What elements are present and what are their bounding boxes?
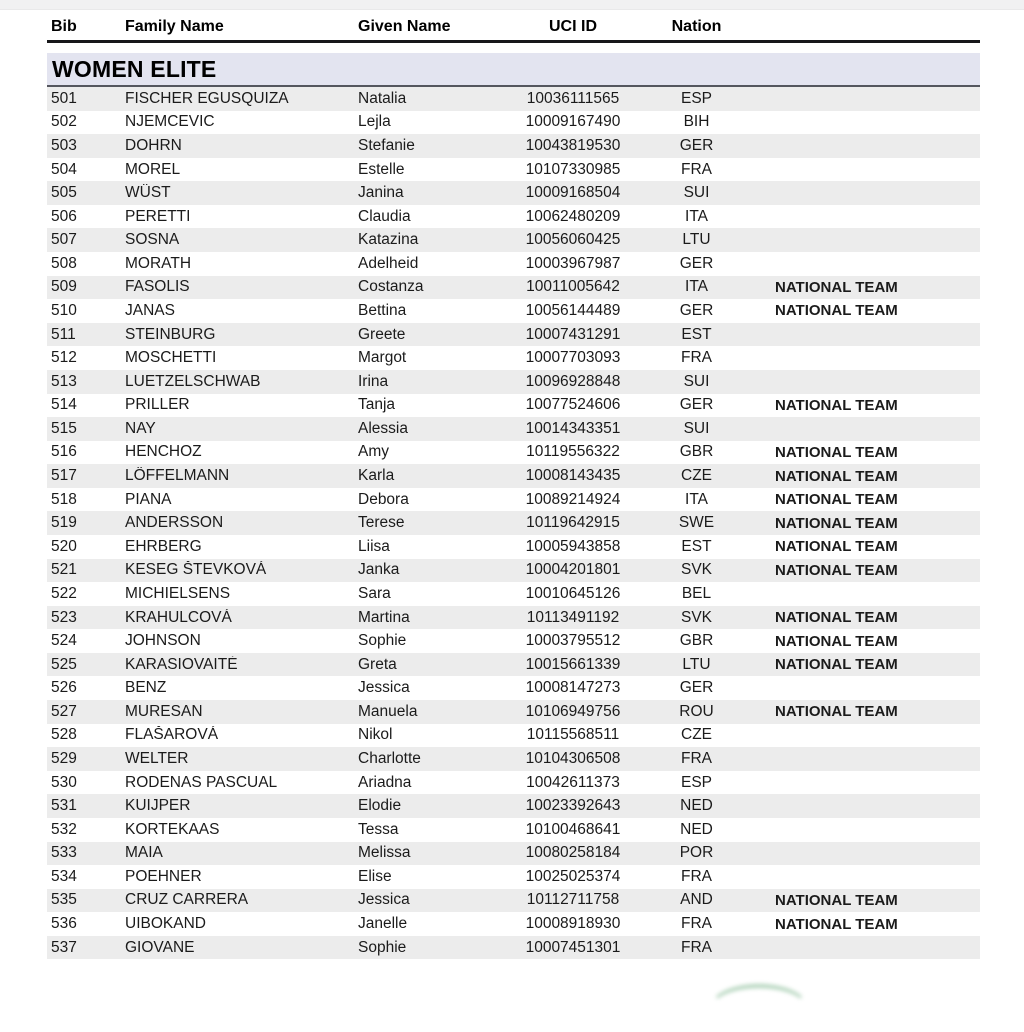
bib-cell: 514 bbox=[51, 396, 77, 414]
bib-cell: 532 bbox=[51, 820, 77, 838]
given-name-cell: Katazina bbox=[358, 231, 419, 249]
partial-logo-arc-icon bbox=[710, 984, 808, 1032]
family-name-cell: POEHNER bbox=[125, 867, 202, 885]
bib-cell: 518 bbox=[51, 490, 77, 508]
table-row bbox=[47, 606, 980, 630]
given-name-cell: Tanja bbox=[358, 396, 396, 414]
given-name-cell: Karla bbox=[358, 467, 395, 485]
nation-cell: BIH bbox=[683, 113, 710, 131]
given-name-cell: Janina bbox=[358, 184, 404, 202]
family-name-cell: LUETZELSCHWAB bbox=[125, 372, 261, 390]
table-row bbox=[47, 346, 980, 370]
national-team-cell: NATIONAL TEAM bbox=[775, 609, 898, 626]
given-name-cell: Jessica bbox=[358, 891, 410, 909]
nation-cell: SVK bbox=[680, 561, 712, 579]
family-name-cell: MOSCHETTI bbox=[125, 349, 217, 367]
bib-cell: 506 bbox=[51, 207, 77, 225]
national-team-cell: NATIONAL TEAM bbox=[775, 514, 898, 532]
uci-id-cell: 10003795512 bbox=[525, 632, 621, 650]
uci-id-cell: 10011005642 bbox=[526, 278, 620, 296]
table-row bbox=[47, 205, 980, 229]
family-name-cell: MICHIELSENS bbox=[125, 584, 231, 602]
given-name-cell: Debora bbox=[358, 490, 409, 508]
table-row bbox=[47, 865, 980, 889]
family-name-cell: DOHRN bbox=[125, 136, 182, 154]
bib-cell: 530 bbox=[51, 773, 77, 791]
nation-cell: FRA bbox=[681, 867, 712, 885]
family-name-cell: WELTER bbox=[125, 749, 189, 767]
uci-id-cell: 10008143435 bbox=[525, 467, 621, 485]
table-row bbox=[47, 252, 980, 276]
uci-id-cell: 10009167490 bbox=[525, 113, 621, 131]
nation-cell: ITA bbox=[685, 278, 708, 296]
table-row bbox=[47, 488, 980, 512]
nation-cell: BEL bbox=[681, 584, 712, 602]
uci-id-cell: 10077524606 bbox=[525, 396, 621, 414]
nation-cell: ESP bbox=[680, 773, 712, 791]
family-name-cell: KRAHULCOVÁ bbox=[125, 608, 232, 626]
family-name-cell: ANDERSSON bbox=[125, 514, 224, 532]
given-name-cell: Bettina bbox=[358, 301, 407, 319]
national-team-cell: NATIONAL TEAM bbox=[775, 467, 898, 485]
national-team-cell: NATIONAL TEAM bbox=[775, 396, 898, 414]
nation-cell: GER bbox=[679, 396, 714, 414]
bib-cell: 527 bbox=[51, 702, 77, 720]
table-row bbox=[47, 559, 980, 583]
bib-cell: 513 bbox=[51, 372, 77, 390]
national-team-cell: NATIONAL TEAM bbox=[775, 278, 898, 296]
family-name-cell: JOHNSON bbox=[125, 632, 201, 650]
nation-cell: CZE bbox=[681, 467, 712, 485]
nation-cell: AND bbox=[680, 891, 713, 909]
nation-cell: SVK bbox=[680, 608, 712, 626]
bib-cell: 525 bbox=[51, 655, 77, 673]
uci-id-cell: 10104306508 bbox=[525, 749, 621, 767]
family-name-cell: UIBOKAND bbox=[125, 915, 206, 933]
given-name-cell: Janka bbox=[358, 561, 400, 579]
table-row bbox=[47, 299, 980, 323]
family-name-cell: EHRBERG bbox=[125, 537, 202, 555]
table-row bbox=[47, 747, 980, 771]
given-name-cell: Sara bbox=[358, 584, 391, 602]
family-name-cell: SOSNA bbox=[125, 231, 180, 249]
table-row bbox=[47, 842, 980, 866]
bib-cell: 526 bbox=[51, 679, 77, 697]
family-name-cell: RODENAS PASCUAL bbox=[125, 773, 278, 791]
section-header-women-elite bbox=[47, 53, 980, 87]
nation-cell: GER bbox=[679, 136, 714, 154]
table-row bbox=[47, 111, 980, 135]
uci-id-cell: 10015661339 bbox=[525, 655, 621, 673]
uci-id-cell: 10005943858 bbox=[525, 537, 621, 555]
nation-cell: SWE bbox=[678, 514, 715, 532]
bib-cell: 529 bbox=[51, 749, 77, 767]
bib-cell: 507 bbox=[51, 231, 77, 249]
bib-cell: 509 bbox=[51, 278, 77, 296]
bib-cell: 520 bbox=[51, 537, 77, 555]
uci-id-cell: 10062480209 bbox=[525, 207, 621, 225]
given-name-cell: Lejla bbox=[358, 113, 391, 131]
bib-cell: 511 bbox=[51, 325, 76, 343]
bib-cell: 528 bbox=[51, 726, 77, 744]
start-list-table bbox=[47, 14, 980, 959]
bib-cell: 504 bbox=[51, 160, 77, 178]
family-name-cell: CRUZ CARRERA bbox=[125, 891, 249, 909]
bib-cell: 536 bbox=[51, 915, 77, 933]
bib-cell: 508 bbox=[51, 254, 77, 272]
table-row bbox=[47, 535, 980, 559]
table-row bbox=[47, 889, 980, 913]
uci-id-cell: 10042611373 bbox=[526, 773, 620, 791]
table-row bbox=[47, 511, 980, 535]
uci-id-cell: 10056060425 bbox=[525, 231, 621, 249]
nation-cell: SUI bbox=[683, 184, 710, 202]
nation-cell: GER bbox=[679, 254, 714, 272]
given-name-cell: Elodie bbox=[358, 797, 402, 815]
given-name-cell: Margot bbox=[358, 349, 407, 367]
table-row bbox=[47, 653, 980, 677]
table-row bbox=[47, 323, 980, 347]
given-name-cell: Ariadna bbox=[358, 773, 412, 791]
bib-cell: 505 bbox=[51, 184, 77, 202]
nation-cell: ITA bbox=[685, 490, 708, 508]
table-row bbox=[47, 794, 980, 818]
bib-cell: 515 bbox=[51, 419, 77, 437]
table-row bbox=[47, 370, 980, 394]
national-team-cell: NATIONAL TEAM bbox=[775, 491, 898, 509]
given-name-cell: Martina bbox=[358, 608, 410, 626]
given-name-cell: Costanza bbox=[358, 278, 424, 296]
uci-id-cell: 10008147273 bbox=[525, 679, 621, 697]
uci-id-cell: 10003967987 bbox=[525, 254, 621, 272]
table-row bbox=[47, 629, 980, 653]
bib-cell: 531 bbox=[51, 797, 77, 815]
given-name-cell: Elise bbox=[358, 867, 392, 885]
given-name-cell: Claudia bbox=[358, 207, 411, 225]
uci-id-cell: 10112711758 bbox=[526, 891, 620, 909]
bib-cell: 522 bbox=[51, 584, 77, 602]
family-name-cell: GIOVANE bbox=[125, 938, 195, 956]
given-name-cell: Tessa bbox=[358, 820, 399, 838]
top-strip bbox=[0, 0, 1024, 10]
table-row bbox=[47, 417, 980, 441]
table-row bbox=[47, 700, 980, 724]
uci-id-cell: 10096928848 bbox=[525, 372, 621, 390]
family-name-cell: MURESAN bbox=[125, 702, 203, 720]
uci-id-cell: 10119556322 bbox=[526, 443, 620, 461]
nation-cell: CZE bbox=[681, 726, 712, 744]
table-row bbox=[47, 181, 980, 205]
uci-id-cell: 10007431291 bbox=[525, 325, 621, 343]
national-team-cell: NATIONAL TEAM bbox=[775, 656, 898, 674]
nation-cell: NED bbox=[680, 820, 713, 838]
table-row bbox=[47, 912, 980, 936]
given-name-cell: Stefanie bbox=[358, 136, 415, 154]
nation-cell: EST bbox=[681, 537, 712, 555]
table-row bbox=[47, 394, 980, 418]
uci-id-cell: 10113491192 bbox=[526, 608, 620, 626]
bib-cell: 512 bbox=[51, 349, 77, 367]
bib-cell: 533 bbox=[51, 844, 77, 862]
bib-cell: 523 bbox=[51, 608, 77, 626]
national-team-cell: NATIONAL TEAM bbox=[775, 891, 898, 909]
nation-cell: FRA bbox=[681, 938, 712, 956]
nation-cell: NED bbox=[680, 797, 713, 815]
given-name-cell: Jessica bbox=[358, 679, 410, 697]
nation-cell: GBR bbox=[679, 443, 714, 461]
nation-cell: ROU bbox=[679, 702, 714, 720]
table-row bbox=[47, 676, 980, 700]
uci-id-cell: 10007451301 bbox=[525, 938, 621, 956]
table-row bbox=[47, 87, 980, 111]
national-team-cell: NATIONAL TEAM bbox=[775, 561, 898, 579]
uci-id-cell: 10107330985 bbox=[525, 160, 621, 178]
given-name-cell: Irina bbox=[358, 372, 389, 390]
uci-id-cell: 10025025374 bbox=[525, 867, 621, 885]
uci-id-cell: 10023392643 bbox=[525, 797, 621, 815]
rows-container bbox=[47, 87, 980, 959]
family-name-cell: STEINBURG bbox=[125, 325, 216, 343]
family-name-cell: JANAS bbox=[125, 301, 175, 319]
table-row bbox=[47, 818, 980, 842]
family-name-cell: PERETTI bbox=[125, 207, 191, 225]
bib-cell: 534 bbox=[51, 867, 77, 885]
table-row bbox=[47, 441, 980, 465]
table-row bbox=[47, 134, 980, 158]
bib-cell: 510 bbox=[51, 301, 77, 319]
uci-id-cell: 10089214924 bbox=[525, 490, 621, 508]
nation-cell: ESP bbox=[680, 89, 712, 107]
table-row bbox=[47, 771, 980, 795]
family-name-cell: MOREL bbox=[125, 160, 181, 178]
given-name-cell: Adelheid bbox=[358, 254, 419, 272]
given-name-cell: Natalia bbox=[358, 89, 407, 107]
nation-cell: GER bbox=[679, 301, 714, 319]
section-title: WOMEN ELITE bbox=[52, 55, 217, 82]
uci-id-cell: 10010645126 bbox=[525, 584, 621, 602]
nation-cell: FRA bbox=[681, 915, 712, 933]
nation-cell: LTU bbox=[682, 655, 711, 673]
column-header-family-name: Family Name bbox=[125, 18, 224, 35]
family-name-cell: FASOLIS bbox=[125, 278, 190, 296]
bib-cell: 535 bbox=[51, 891, 77, 909]
national-team-cell: NATIONAL TEAM bbox=[775, 632, 898, 650]
given-name-cell: Greete bbox=[358, 325, 406, 343]
uci-id-cell: 10119642915 bbox=[526, 514, 620, 532]
table-row bbox=[47, 158, 980, 182]
family-name-cell: PRILLER bbox=[125, 396, 190, 414]
table-row bbox=[47, 228, 980, 252]
table-header-row bbox=[47, 14, 980, 43]
uci-id-cell: 10106949756 bbox=[525, 702, 621, 720]
table-row bbox=[47, 936, 980, 960]
uci-id-cell: 10115568511 bbox=[526, 726, 620, 744]
family-name-cell: KORTEKAAS bbox=[125, 820, 220, 838]
nation-cell: SUI bbox=[683, 372, 710, 390]
bib-cell: 517 bbox=[51, 467, 77, 485]
given-name-cell: Alessia bbox=[358, 419, 408, 437]
family-name-cell: FLAŠAROVÁ bbox=[125, 726, 219, 744]
given-name-cell: Greta bbox=[358, 655, 397, 673]
uci-id-cell: 10043819530 bbox=[525, 136, 621, 154]
bib-cell: 521 bbox=[51, 561, 77, 579]
given-name-cell: Sophie bbox=[358, 938, 407, 956]
nation-cell: POR bbox=[679, 844, 714, 862]
national-team-cell: NATIONAL TEAM bbox=[775, 538, 898, 556]
nation-cell: SUI bbox=[683, 419, 710, 437]
table-row bbox=[47, 724, 980, 748]
column-header-nation: Nation bbox=[671, 18, 722, 35]
family-name-cell: KESEG ŠTEVKOVÁ bbox=[125, 561, 267, 579]
family-name-cell: KARASIOVAITĖ bbox=[125, 655, 238, 673]
column-header-given-name: Given Name bbox=[358, 18, 451, 35]
uci-id-cell: 10036111565 bbox=[526, 89, 620, 107]
uci-id-cell: 10007703093 bbox=[525, 349, 621, 367]
family-name-cell: MORATH bbox=[125, 254, 192, 272]
given-name-cell: Estelle bbox=[358, 160, 405, 178]
family-name-cell: PIANA bbox=[125, 490, 172, 508]
nation-cell: FRA bbox=[681, 749, 712, 767]
bib-cell: 503 bbox=[51, 136, 77, 154]
family-name-cell: FISCHER EGUSQUIZA bbox=[125, 89, 289, 107]
table-row bbox=[47, 464, 980, 488]
given-name-cell: Manuela bbox=[358, 702, 418, 720]
uci-id-cell: 10100468641 bbox=[525, 820, 621, 838]
family-name-cell: MAIA bbox=[125, 844, 163, 862]
bib-cell: 501 bbox=[51, 89, 77, 107]
uci-id-cell: 10014343351 bbox=[525, 419, 621, 437]
table-row bbox=[47, 582, 980, 606]
bib-cell: 524 bbox=[51, 632, 77, 650]
family-name-cell: BENZ bbox=[125, 679, 167, 697]
given-name-cell: Terese bbox=[358, 514, 405, 532]
given-name-cell: Nikol bbox=[358, 726, 393, 744]
given-name-cell: Sophie bbox=[358, 632, 407, 650]
nation-cell: GBR bbox=[679, 632, 714, 650]
bib-cell: 502 bbox=[51, 113, 77, 131]
national-team-cell: NATIONAL TEAM bbox=[775, 302, 898, 320]
given-name-cell: Amy bbox=[358, 443, 389, 461]
nation-cell: FRA bbox=[681, 349, 712, 367]
nation-cell: ITA bbox=[685, 207, 708, 225]
uci-id-cell: 10009168504 bbox=[525, 184, 621, 202]
given-name-cell: Charlotte bbox=[358, 749, 421, 767]
national-team-cell: NATIONAL TEAM bbox=[775, 443, 898, 461]
given-name-cell: Melissa bbox=[358, 844, 411, 862]
given-name-cell: Janelle bbox=[358, 915, 408, 933]
given-name-cell: Liisa bbox=[358, 537, 390, 555]
family-name-cell: NJEMCEVIC bbox=[125, 113, 215, 131]
bib-cell: 516 bbox=[51, 443, 77, 461]
family-name-cell: KUIJPER bbox=[125, 797, 191, 815]
column-header-bib: Bib bbox=[51, 18, 77, 35]
uci-id-cell: 10008918930 bbox=[525, 915, 621, 933]
national-team-cell: NATIONAL TEAM bbox=[775, 915, 898, 933]
bib-cell: 519 bbox=[51, 514, 77, 532]
nation-cell: EST bbox=[681, 325, 712, 343]
nation-cell: LTU bbox=[682, 231, 711, 249]
family-name-cell: WÜST bbox=[125, 184, 171, 202]
nation-cell: FRA bbox=[681, 160, 712, 178]
family-name-cell: LÖFFELMANN bbox=[125, 467, 230, 485]
national-team-cell: NATIONAL TEAM bbox=[775, 703, 898, 721]
table-row bbox=[47, 276, 980, 300]
family-name-cell: HENCHOZ bbox=[125, 443, 202, 461]
uci-id-cell: 10056144489 bbox=[525, 301, 621, 319]
column-header-uci-id: UCI ID bbox=[549, 18, 597, 35]
nation-cell: GER bbox=[679, 679, 714, 697]
uci-id-cell: 10004201801 bbox=[525, 561, 621, 579]
family-name-cell: NAY bbox=[125, 419, 156, 437]
uci-id-cell: 10080258184 bbox=[525, 844, 621, 862]
bib-cell: 537 bbox=[51, 938, 77, 956]
